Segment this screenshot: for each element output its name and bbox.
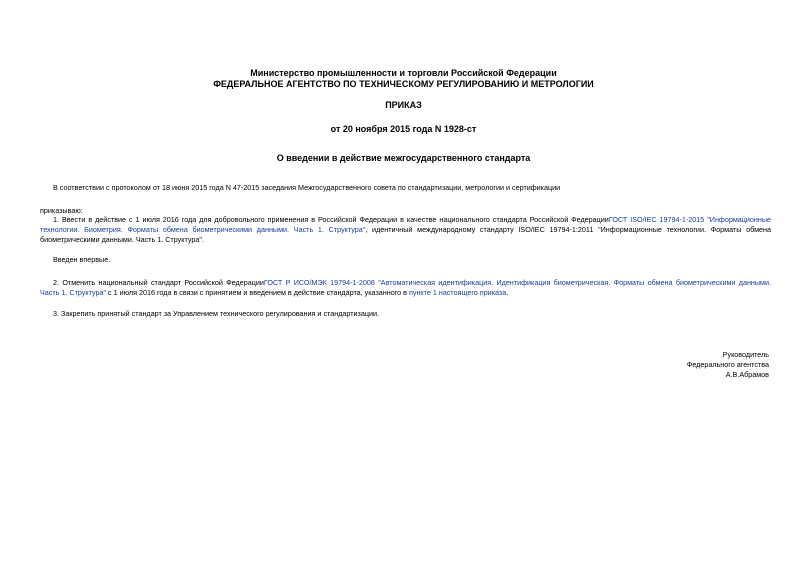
document-subject: О введении в действие межгосударственного стандарта <box>276 153 531 163</box>
gost-r-iso-iec-19794-1-2008-link[interactable]: ГОСТ Р ИСО/МЭК 19794-1-2008 "Автоматическая идентификация. Идентификация биометрическая. Форматы обмена биометрическими данными. Часть 1. Структура" <box>40 278 771 297</box>
ministry-title: Министерство промышленности и торговли Российской Федерации <box>250 68 557 78</box>
signatory-position: Руководитель <box>722 350 769 359</box>
preamble-paragraph: В соответствии с протоколом от 18 июня 2015 года N 47-2015 заседания Межгосударственного совета по стандартизации, метрологии и сертификации <box>53 183 561 192</box>
item-2-text: 2. Отменить национальный стандарт Российской Федерации <box>53 278 264 287</box>
item-1-paragraph <box>40 215 771 245</box>
agency-title: ФЕДЕРАЛЬНОЕ АГЕНТСТВО ПО ТЕХНИЧЕСКОМУ РЕГУЛИРОВАНИЮ И МЕТРОЛОГИИ <box>213 79 594 89</box>
signature-block <box>687 350 769 380</box>
introduced-note: Введен впервые. <box>53 255 111 264</box>
document-type: ПРИКАЗ <box>385 100 422 110</box>
item-2-paragraph <box>40 278 771 298</box>
item-2-text-after: . <box>506 288 509 297</box>
document-date-number: от 20 ноября 2015 года N 1928-ст <box>330 124 477 134</box>
signatory-organization: Федерального агентства <box>686 360 769 369</box>
item-1-reference-link[interactable]: пункте 1 настоящего приказа <box>408 288 507 297</box>
gost-iso-iec-19794-1-2015-link[interactable]: ГОСТ ISO/IEC 19794-1-2015 "Информационные технологии. Биометрия. Форматы обмена биометрическими данными. Часть 1. Структура" <box>40 215 772 234</box>
orders-line: приказываю: <box>40 206 83 215</box>
item-1-text: 1. Ввести в действие с 1 июля 2016 года для добровольного применения в Российской Федерации в качестве национального стандарта Российской Федерации <box>53 215 609 224</box>
item-2-text-middle: с 1 июля 2016 года в связи с принятием и введением в действие стандарта, указанного в <box>106 288 409 297</box>
item-1-text-after: , идентичный международному стандарту ISO/IEC 19794-1:2011 "Информационные технологии. Форматы обмена биометрическими данными. Часть 1. Структура". <box>40 225 771 244</box>
item-3-paragraph: 3. Закрепить принятый стандарт за Управлением технического регулирования и стандартизации. <box>53 309 379 318</box>
signatory-name: А.В.Абрамов <box>725 370 769 379</box>
